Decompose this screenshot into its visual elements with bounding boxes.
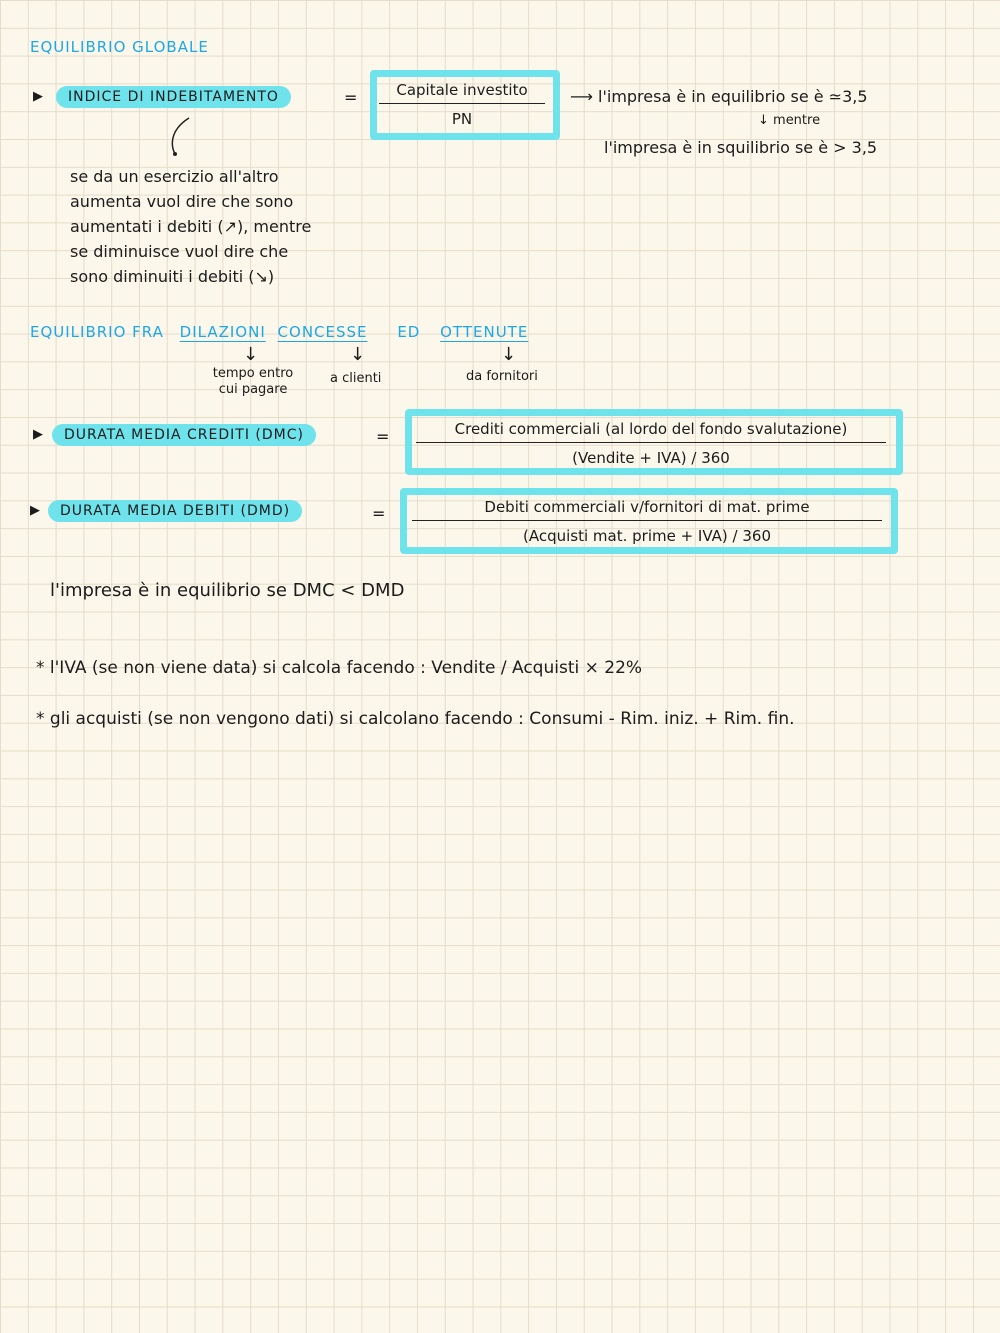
formula-numerator: Crediti commerciali (al lordo del fondo svalutazione) — [416, 420, 886, 443]
note-ottenute: da fornitori — [466, 369, 538, 384]
mentre-note: ↓ mentre — [758, 113, 821, 128]
note-dilazioni: tempo entro cui pagare — [212, 366, 294, 397]
explanation-line: aumenta vuol dire che sono — [70, 192, 294, 211]
bullet-icon: ▶ — [33, 89, 43, 104]
explanation-line: aumentati i debiti (↗), mentre — [70, 217, 312, 236]
formula-denominator: PN — [451, 110, 473, 128]
formula-denominator: (Acquisti mat. prime + IVA) / 360 — [522, 527, 771, 545]
equilibrium-rule: l'impresa è in equilibrio se DMC < DMD — [50, 580, 405, 601]
term-ottenute: OTTENUTE — [440, 323, 529, 341]
section-title-equilibrio-globale: EQUILIBRIO GLOBALE — [30, 38, 209, 56]
section-title-dilazioni — [30, 323, 528, 341]
dmd-label: DURATA MEDIA DEBITI (DMD) — [48, 500, 302, 522]
explanation-line: se da un esercizio all'altro — [70, 167, 279, 186]
formula-dmd — [412, 498, 882, 545]
term-concesse: CONCESSE — [277, 323, 368, 341]
note-concesse: a clienti — [330, 371, 382, 386]
formula-dmc — [416, 420, 886, 467]
arrow-down-icon: ↓ — [350, 344, 366, 365]
indebitamento-explanation — [70, 164, 311, 289]
disequilibrium-condition: l'impresa è in squilibrio se è > 3,5 — [604, 138, 878, 157]
bullet-icon: ▶ — [30, 503, 40, 518]
term-dilazioni: DILAZIONI — [179, 323, 266, 341]
equals-sign: = — [376, 427, 390, 446]
title-prefix: EQUILIBRIO FRA — [30, 323, 164, 341]
explanation-line: sono diminuiti i debiti (↘) — [70, 267, 275, 286]
arrow-down-icon: ↓ — [243, 344, 259, 365]
formula-denominator: (Vendite + IVA) / 360 — [572, 449, 730, 467]
arrow-down-icon: ↓ — [501, 344, 517, 365]
formula-indebitamento — [379, 81, 545, 128]
bullet-icon: ▶ — [33, 427, 43, 442]
formula-numerator: Capitale investito — [379, 81, 545, 104]
formula-numerator: Debiti commerciali v/fornitori di mat. prime — [412, 498, 882, 521]
connector-curve — [165, 114, 195, 160]
dmc-label: DURATA MEDIA CREDITI (DMC) — [52, 424, 316, 446]
note-acquisti: * gli acquisti (se non vengono dati) si calcolano facendo : Consumi - Rim. iniz. + Rim. fin. — [36, 709, 795, 729]
equals-sign: = — [372, 504, 386, 523]
explanation-line: se diminuisce vuol dire che — [70, 242, 289, 261]
equilibrium-condition: ⟶ l'impresa è in equilibrio se è ≃3,5 — [570, 87, 868, 106]
note-iva: * l'IVA (se non viene data) si calcola facendo : Vendite / Acquisti × 22% — [36, 658, 643, 678]
equals-sign: = — [344, 88, 358, 107]
indebitamento-label: INDICE DI INDEBITAMENTO — [56, 86, 291, 108]
term-ed: ED — [397, 323, 421, 341]
